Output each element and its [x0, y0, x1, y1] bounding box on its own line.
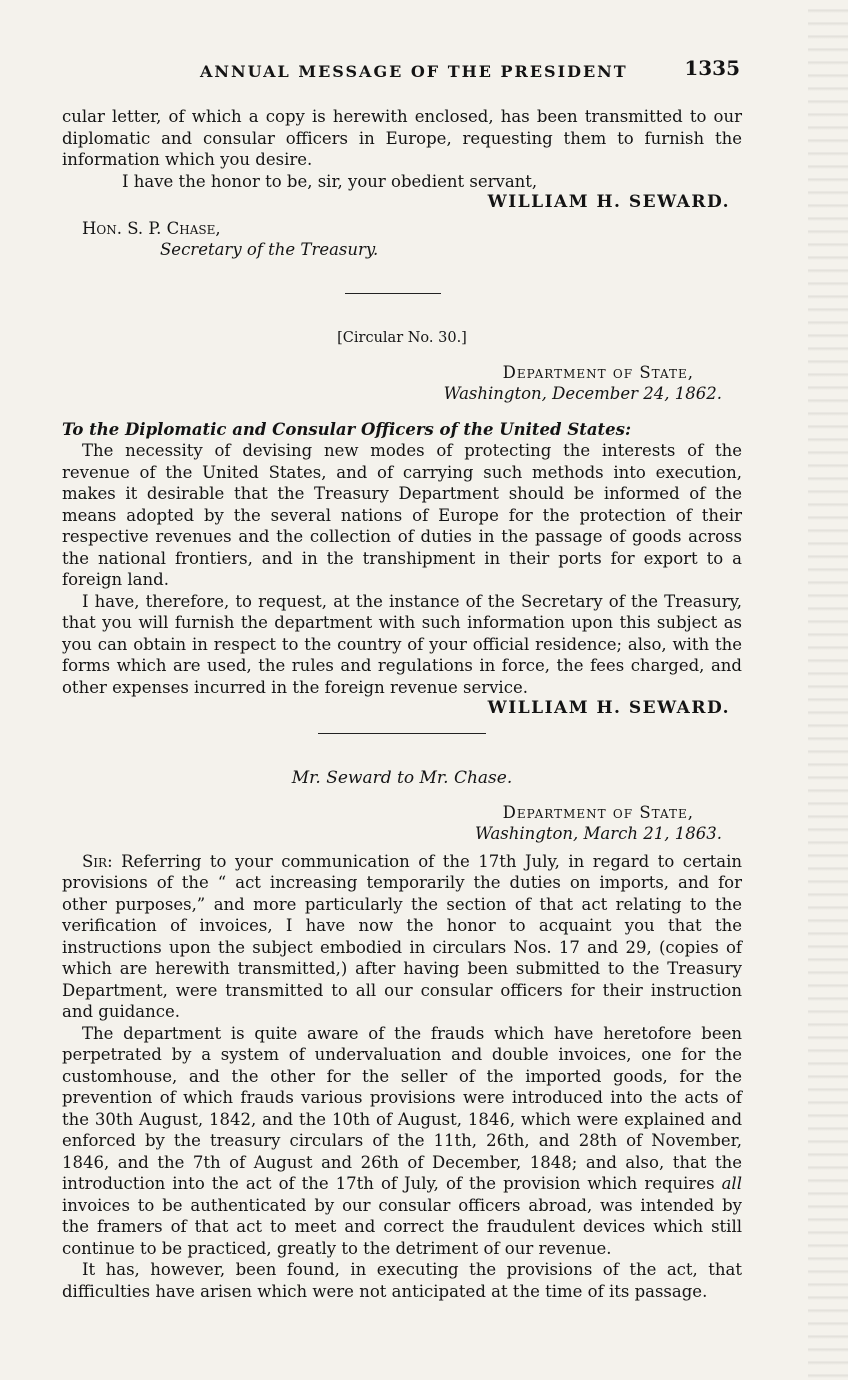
letter2-section — [62, 768, 742, 1302]
letter1-signature: WILLIAM H. SEWARD. — [487, 192, 730, 212]
addressee-name: Hon. S. P. Chase, — [82, 218, 221, 238]
page-number: 1335 — [684, 56, 740, 80]
letter1-closing: I have the honor to be, sir, your obedient servant, — [122, 171, 538, 191]
scan-edge-artifact — [808, 0, 848, 1380]
letter1-body: cular letter, of which a copy is herewith enclosed, has been transmitted to our diplomatic and consular officers in Europe, requesting them to furnish the information which you desire. — [62, 107, 742, 169]
letter2-para-1 — [62, 851, 742, 1023]
letter2-place-date: Washington, March 21, 1863. — [474, 824, 722, 843]
running-header — [200, 56, 740, 81]
letter2-heading: Mr. Seward to Mr. Chase. — [291, 768, 513, 788]
letter2-para-3: It has, however, been found, in executing the provisions of the act, that difficulties have arisen which were not anticipated at the time of its passage. — [62, 1260, 742, 1301]
letter1-section — [62, 106, 742, 261]
letter2-para-2-text-b: invoices to be authenticated by our consular officers abroad, was intended by the framers of that act to meet and correct the fraudulent devices which still continue to be practiced, greatly to the detriment of our revenue. — [62, 1195, 742, 1258]
letter2-dateline — [62, 802, 742, 845]
circular-label: [Circular No. 30.] — [337, 330, 467, 346]
addressee-title: Secretary of the Treasury. — [160, 240, 379, 259]
circular-dept: Department of State, — [502, 362, 694, 382]
circular-para-1: The necessity of devising new modes of protecting the interests of the revenue of the United States, and of carrying such methods into execution, makes it desirable that the Treasury Department should be informed of the means adopted by the several nations of Europe for the protection of their respective revenues and the collection of duties in the passage of goods across the national frontiers, and in the transhipment in their ports for export to a foreign land. — [62, 441, 742, 589]
section-divider-1 — [345, 293, 441, 294]
letter2-para-2 — [62, 1023, 742, 1260]
circular-dateline — [62, 362, 742, 405]
salutation-sir: Sir: — [82, 851, 113, 871]
letter2-para-1-text: Referring to your communication of the 17th July, in regard to certain provisions of the “ act increasing temporarily the duties on imports, and for other purposes,” and more particularly the section of that act relating to the verification of invoices, I have now the honor to acquaint you that the instructions upon the subject embodied in circulars Nos. 17 and 29, (copies of which are herewith transmitted,) after having been submitted to the Treasury Department, were transmitted to all our consular officers for their instruction and guidance. — [62, 851, 742, 1021]
letter1-addressee — [82, 218, 742, 261]
circular-para-2: I have, therefore, to request, at the instance of the Secretary of the Treasury, that you will furnish the department with such information upon this subject as you can obtain in respect to the country of your official residence; also, with the forms which are used, the rules and regulations in force, the fees charged, and other expenses incurred in the foreign revenue service. — [62, 591, 742, 697]
letter2-para-2-emphasis: all — [721, 1174, 742, 1193]
circular-place-date: Washington, December 24, 1862. — [443, 384, 722, 403]
circular-salutation: To the Diplomatic and Consular Officers of the United States: — [62, 419, 632, 439]
running-title: ANNUAL MESSAGE OF THE PRESIDENT — [200, 62, 628, 81]
letter2-para-2-text-a: The department is quite aware of the frauds which have heretofore been perpetrated by a system of undervaluation and double invoices, one for the customhouse, and the other for the seller of the imported goods, for the prevention of which frauds various provisions were introduced into the acts of the 30th August, 1842, and the 10th of August, 1846, which were explained and enforced by the treasury circulars of the 11th, 26th, and 28th of November, 1846, and the 7th of August and 26th of December, 1848; and also, that the introduction into the act of the 17th of July, of the provision which requires — [62, 1023, 742, 1193]
section-divider-2 — [318, 733, 486, 734]
circular-signature: WILLIAM H. SEWARD. — [487, 698, 730, 718]
circular-section — [62, 328, 742, 720]
letter2-dept: Department of State, — [502, 802, 694, 822]
